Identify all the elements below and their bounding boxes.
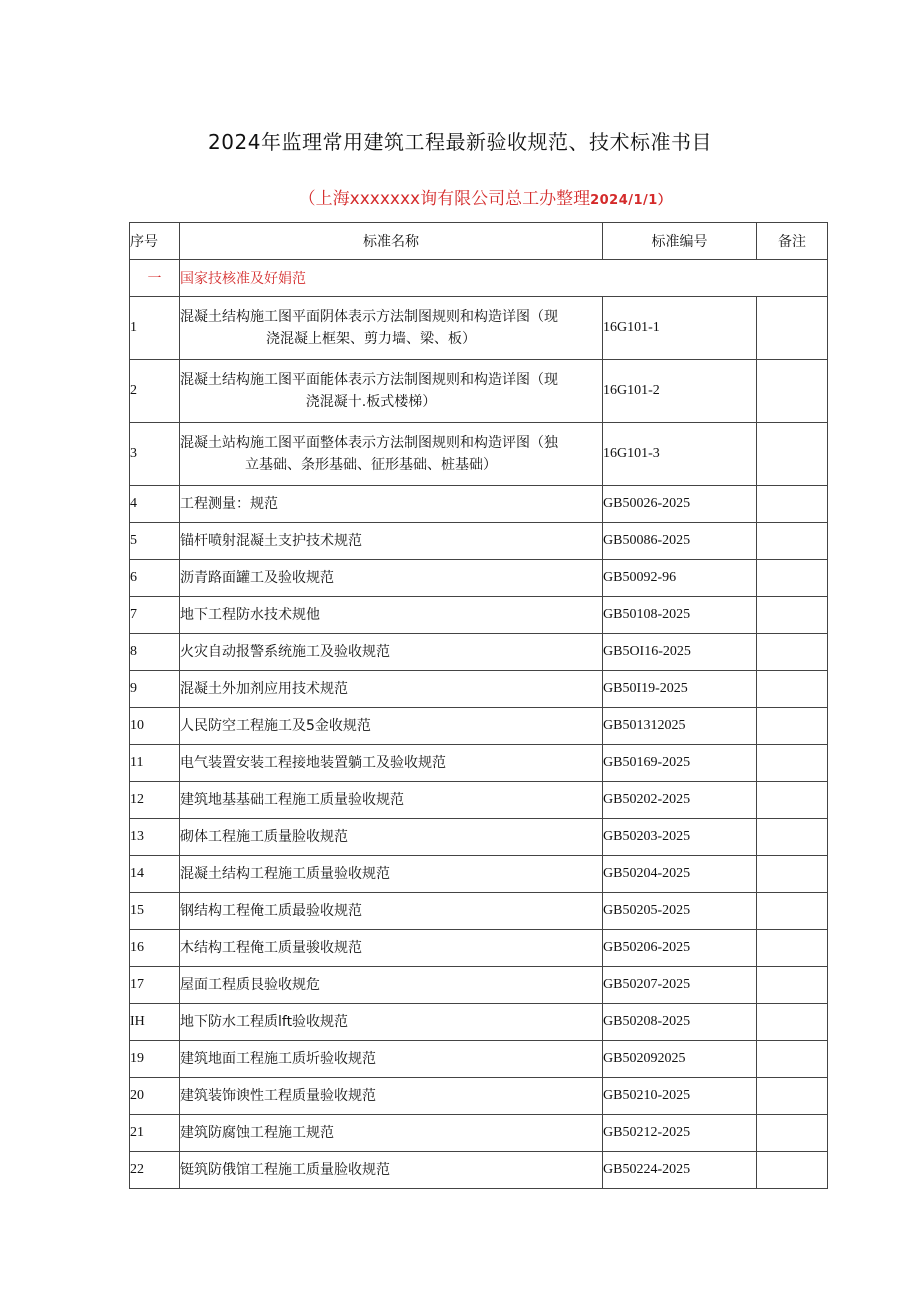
row-name (180, 523, 603, 560)
row-code: GB50026-2025 (603, 486, 757, 523)
row-name (180, 930, 603, 967)
row-code: GB50210-2025 (603, 1078, 757, 1115)
table-row (130, 1041, 828, 1078)
table-row (130, 1004, 828, 1041)
row-name (180, 1041, 603, 1078)
row-code: 16G101-3 (603, 423, 757, 486)
row-name (180, 1078, 603, 1115)
row-code: GB50205-2025 (603, 893, 757, 930)
row-name-line1: 火灾自动报警系统施工及验收规范 (180, 644, 390, 660)
row-seq: 4 (130, 486, 180, 523)
table-row (130, 423, 828, 486)
table-row (130, 560, 828, 597)
row-seq: 12 (130, 782, 180, 819)
row-name (180, 708, 603, 745)
row-code: GB50224-2025 (603, 1152, 757, 1189)
table-row (130, 819, 828, 856)
row-code: GB50I19-2025 (603, 671, 757, 708)
row-note (757, 856, 828, 893)
row-seq: 22 (130, 1152, 180, 1189)
table-row (130, 634, 828, 671)
row-code: GB50207-2025 (603, 967, 757, 1004)
row-name-line2: 浇混凝上框架、剪力墙、梁、板） (266, 331, 476, 347)
row-note (757, 1152, 828, 1189)
row-seq: 13 (130, 819, 180, 856)
row-code: GB50203-2025 (603, 819, 757, 856)
table-row (130, 297, 828, 360)
row-name (180, 1152, 603, 1189)
table-row (130, 782, 828, 819)
row-note (757, 360, 828, 423)
row-name-line1: 混凝土外加剂应用技术规范 (180, 681, 348, 697)
row-name-line1: 锚杆喷射混凝土支护技术规范 (180, 533, 362, 549)
row-name-line1: 地下防水工程质lft验收规范 (180, 1014, 349, 1030)
header-name: 标准名称 (180, 223, 603, 260)
row-name-line1: 铤筑防俄馆工程施工质量脸收规范 (180, 1162, 390, 1178)
row-name-line1: 人民防空工程施工及5金收规范 (180, 718, 371, 734)
row-name (180, 1115, 603, 1152)
row-seq: 14 (130, 856, 180, 893)
row-code: GB50086-2025 (603, 523, 757, 560)
row-code: GB50092-96 (603, 560, 757, 597)
row-note (757, 819, 828, 856)
row-name-line1: 建筑防腐蚀工程施工规范 (180, 1125, 334, 1141)
row-name (180, 671, 603, 708)
header-seq: 序号 (130, 223, 180, 260)
row-name (180, 893, 603, 930)
section-label: 国家技核准及好娟范 (180, 260, 828, 297)
row-note (757, 893, 828, 930)
row-seq: 17 (130, 967, 180, 1004)
standards-table (129, 222, 828, 1189)
row-note (757, 967, 828, 1004)
row-code: 16G101-2 (603, 360, 757, 423)
section-mark: 一 (130, 260, 180, 297)
row-code: GB50202-2025 (603, 782, 757, 819)
table-row (130, 523, 828, 560)
row-name (180, 856, 603, 893)
row-seq: IH (130, 1004, 180, 1041)
row-seq: 15 (130, 893, 180, 930)
row-note (757, 560, 828, 597)
row-code: GB501312025 (603, 708, 757, 745)
row-seq: 8 (130, 634, 180, 671)
row-name (180, 634, 603, 671)
row-name (180, 560, 603, 597)
row-name-line1: 建筑地面工程施工质圻验收规范 (180, 1051, 376, 1067)
row-name (180, 782, 603, 819)
row-code: GB5OI16-2025 (603, 634, 757, 671)
table-row (130, 671, 828, 708)
row-code: GB50212-2025 (603, 1115, 757, 1152)
row-seq: 20 (130, 1078, 180, 1115)
table-row (130, 856, 828, 893)
header-note: 备注 (757, 223, 828, 260)
table-row (130, 930, 828, 967)
row-note (757, 597, 828, 634)
document-subtitle (0, 184, 920, 209)
row-seq: 6 (130, 560, 180, 597)
row-name (180, 360, 603, 423)
row-seq: 7 (130, 597, 180, 634)
row-code: GB502092025 (603, 1041, 757, 1078)
row-note (757, 782, 828, 819)
table-row (130, 1152, 828, 1189)
row-name-line1: 建筑装饰谀性工程质量验收规范 (180, 1088, 376, 1104)
row-name-line1: 混凝土结构施工图平面阴体表示方法制图规则和构造详图（现 (180, 309, 558, 325)
row-name-line2: 立基础、条形基础、征形基础、桩基础） (245, 457, 497, 473)
subtitle-org: （上海xxxxxxx询有限公司总工办整理 (298, 189, 591, 209)
row-code: GB50204-2025 (603, 856, 757, 893)
table-row (130, 708, 828, 745)
row-note (757, 1004, 828, 1041)
row-note (757, 634, 828, 671)
row-note (757, 1115, 828, 1152)
table-row (130, 1115, 828, 1152)
table-row (130, 745, 828, 782)
row-note (757, 708, 828, 745)
row-seq: 2 (130, 360, 180, 423)
row-note (757, 1041, 828, 1078)
table-row (130, 1078, 828, 1115)
row-name (180, 967, 603, 1004)
row-code: GB50108-2025 (603, 597, 757, 634)
row-note (757, 930, 828, 967)
row-note (757, 486, 828, 523)
row-name-line1: 混凝土结构施工图平面能体表示方法制图规则和构造详图（现 (180, 372, 558, 388)
row-code: GB50206-2025 (603, 930, 757, 967)
row-note (757, 423, 828, 486)
header-code: 标准编号 (603, 223, 757, 260)
row-code: GB50169-2025 (603, 745, 757, 782)
table-header-row (130, 223, 828, 260)
row-seq: 10 (130, 708, 180, 745)
row-name-line2: 浇混凝十.板式楼梯） (305, 394, 437, 410)
row-code: 16G101-1 (603, 297, 757, 360)
row-name (180, 819, 603, 856)
row-seq: 21 (130, 1115, 180, 1152)
table-row (130, 967, 828, 1004)
row-name-line1: 砌体工程施工质量脸收规范 (180, 829, 348, 845)
row-name (180, 486, 603, 523)
row-note (757, 745, 828, 782)
row-name-line1: 屋面工程质艮验收规危 (180, 977, 320, 993)
row-name (180, 423, 603, 486)
row-note (757, 1078, 828, 1115)
row-seq: 19 (130, 1041, 180, 1078)
row-name (180, 597, 603, 634)
row-name (180, 297, 603, 360)
row-note (757, 671, 828, 708)
row-seq: 1 (130, 297, 180, 360)
row-seq: 11 (130, 745, 180, 782)
row-name-line1: 沥青路面罐工及验收规范 (180, 570, 334, 586)
table-row (130, 360, 828, 423)
row-name-line1: 木结构工程俺工质量骏收规范 (180, 940, 362, 956)
table-row (130, 486, 828, 523)
section-row (130, 260, 828, 297)
row-name-line1: 建筑地基基础工程施工质量验收规范 (180, 792, 404, 808)
row-name-line1: 混凝土结构工程施工质量验收规范 (180, 866, 390, 882)
row-name-line1: 混凝土站构施工图平面整体表示方法制图规则和构造评图（独 (180, 435, 558, 451)
row-note (757, 523, 828, 560)
row-seq: 16 (130, 930, 180, 967)
row-name-line1: 电气装置安装工程接地装置躺工及验收规范 (180, 755, 446, 771)
row-name (180, 745, 603, 782)
row-seq: 9 (130, 671, 180, 708)
row-note (757, 297, 828, 360)
table-row (130, 893, 828, 930)
row-name-line1: 地下工程防水技术规他 (180, 607, 320, 623)
row-name (180, 1004, 603, 1041)
row-seq: 3 (130, 423, 180, 486)
document-title: 2024年监理常用建筑工程最新验收规范、技术标准书目 (208, 130, 712, 154)
subtitle-date: 2024/1/1） (590, 193, 672, 208)
table-row (130, 597, 828, 634)
row-name-line1: 工程测量：规范 (180, 496, 278, 512)
row-seq: 5 (130, 523, 180, 560)
row-name-line1: 钢结构工程俺工质最验收规范 (180, 903, 362, 919)
row-code: GB50208-2025 (603, 1004, 757, 1041)
